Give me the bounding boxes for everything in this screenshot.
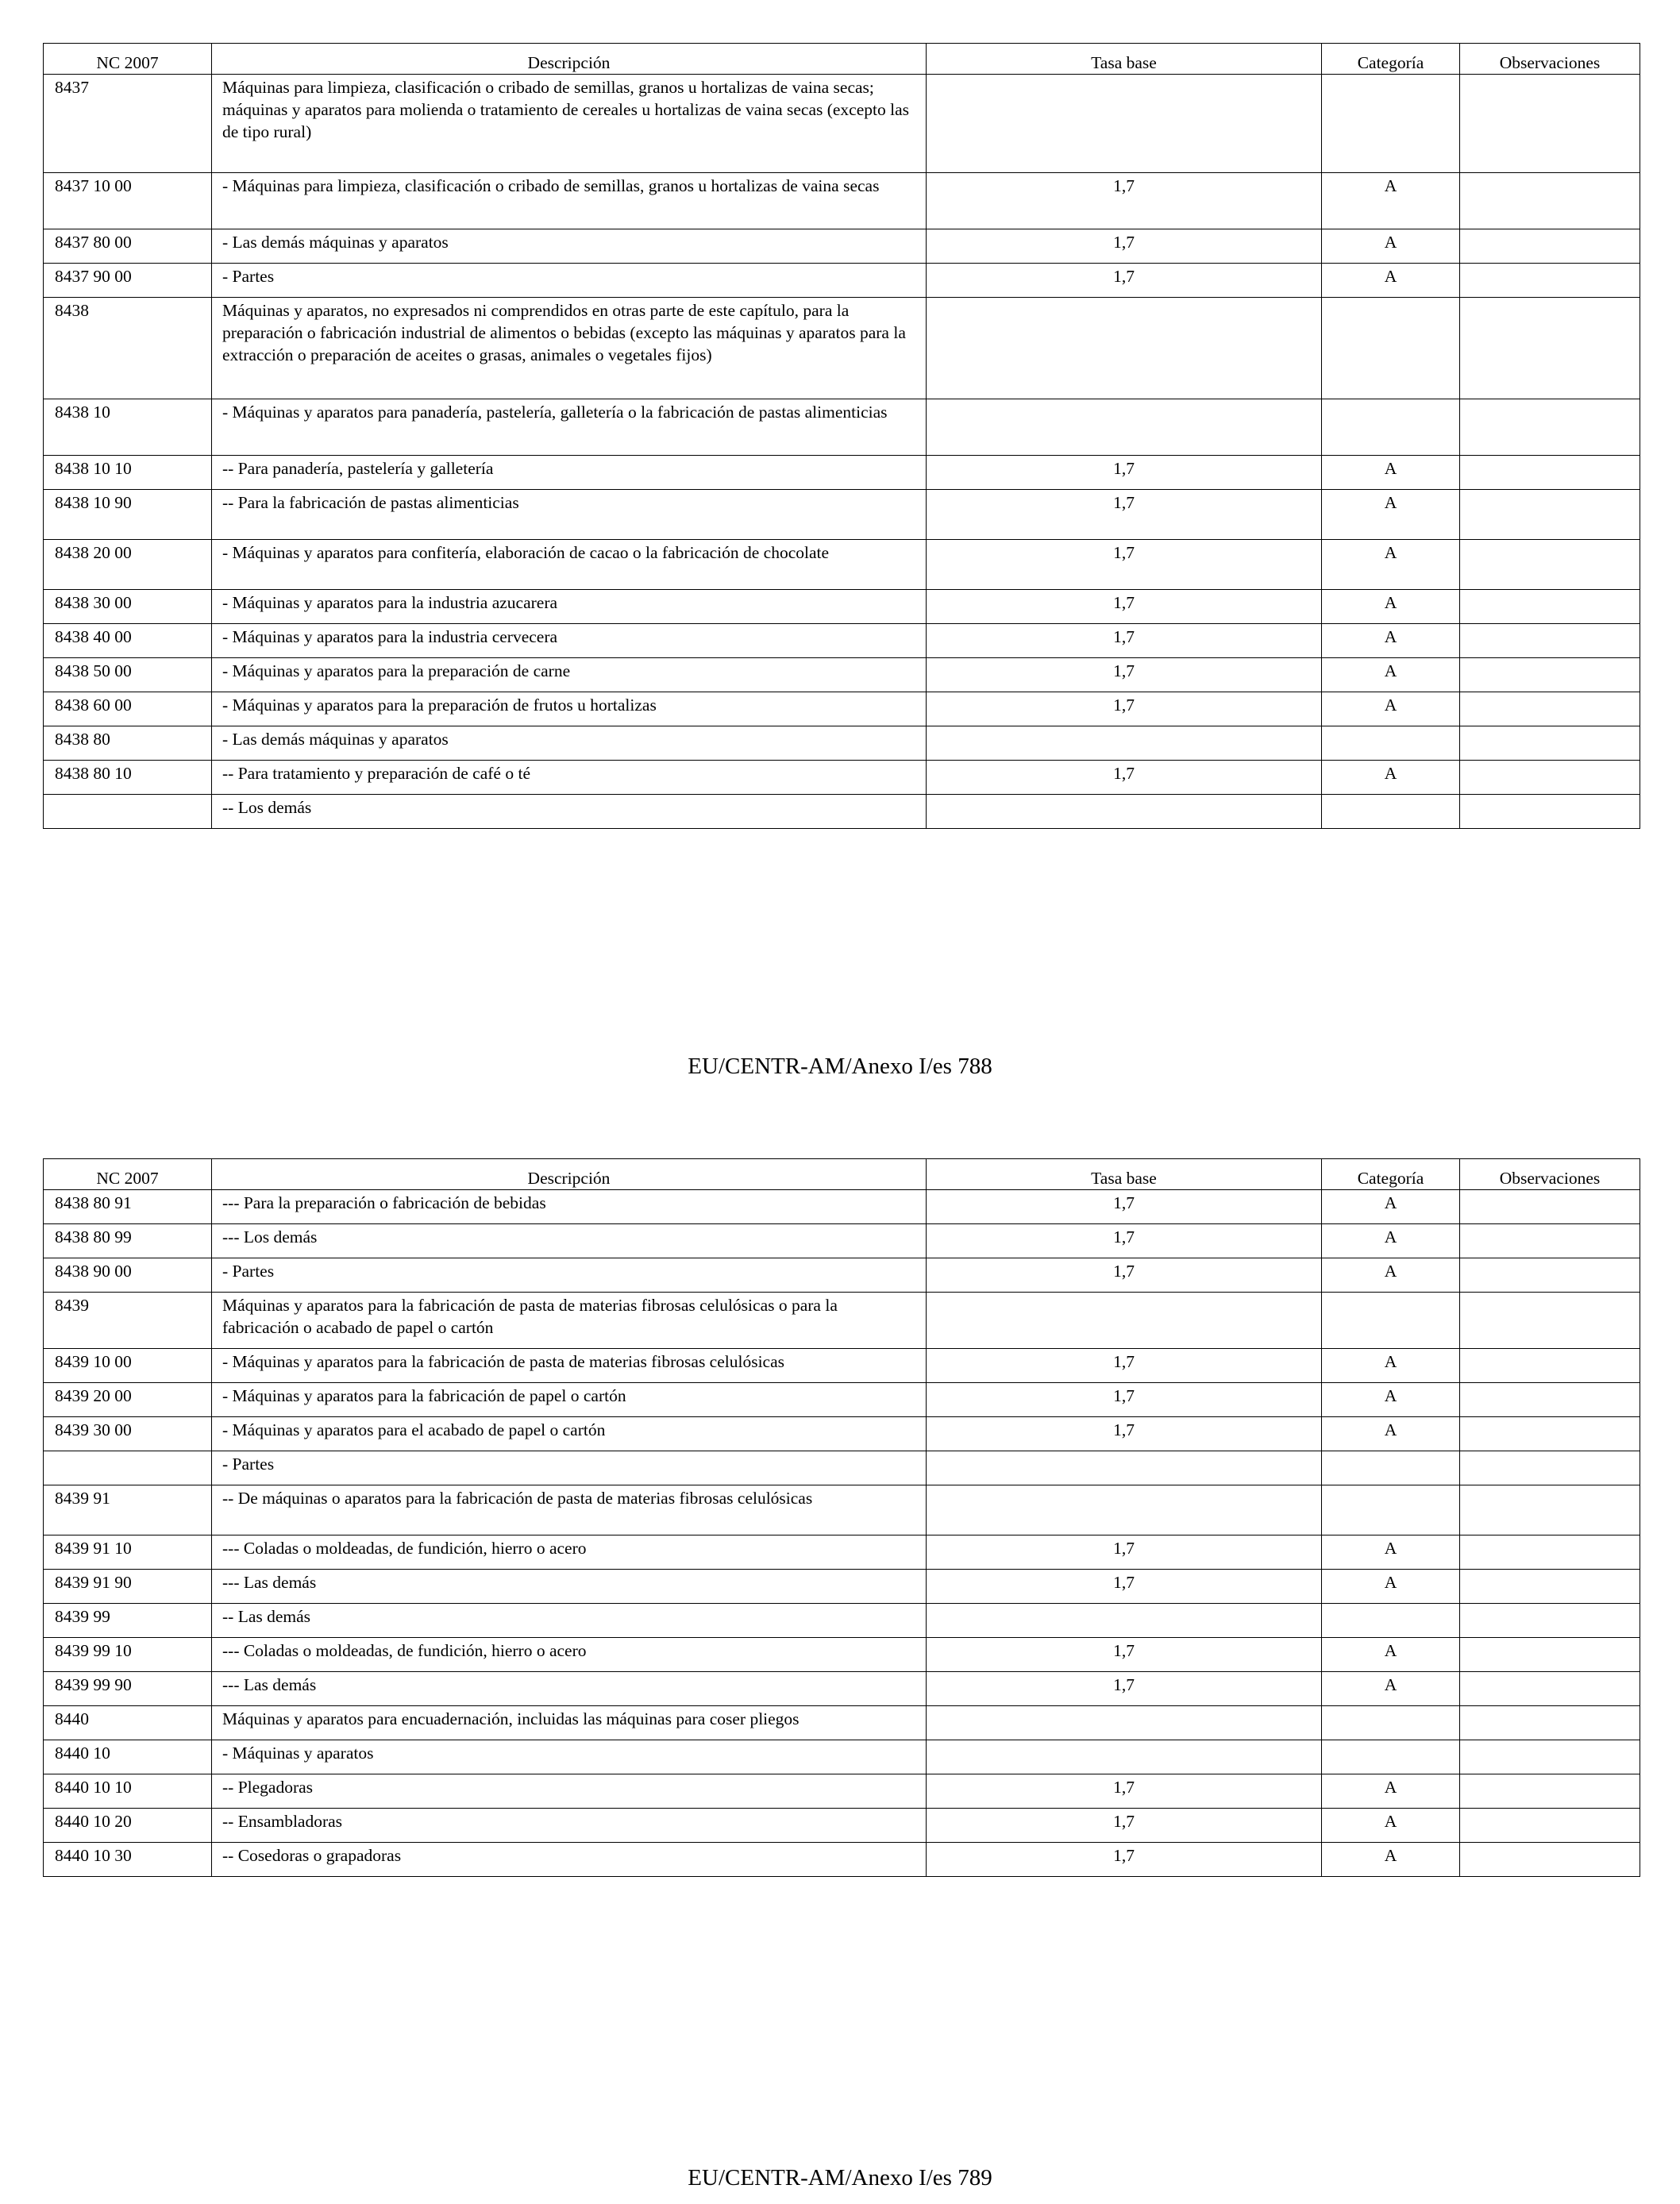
cell-code: 8438 90 00 [44,1258,212,1293]
cell-description: - Máquinas y aparatos para panadería, pastelería, galletería o la fabricación de pastas alimenticias [212,399,927,456]
cell-description: - Máquinas y aparatos para la fabricación de papel o cartón [212,1383,927,1417]
table-row [44,75,1640,173]
cell-rate [927,726,1322,761]
cell-remarks [1460,75,1640,173]
cell-rate: 1,7 [927,456,1322,490]
cell-description: - Partes [212,1451,927,1485]
tariff-table-page-788 [43,43,1640,829]
cell-category: A [1322,1843,1460,1877]
cell-category [1322,1293,1460,1349]
cell-remarks [1460,1570,1640,1604]
cell-remarks [1460,1349,1640,1383]
cell-description: -- Cosedoras o grapadoras [212,1843,927,1877]
cell-rate: 1,7 [927,692,1322,726]
cell-remarks [1460,1417,1640,1451]
cell-code: 8440 10 10 [44,1774,212,1809]
table-row [44,264,1640,298]
cell-category [1322,1740,1460,1774]
cell-category: A [1322,540,1460,590]
cell-code [44,1451,212,1485]
cell-description: -- Para la fabricación de pastas alimenticias [212,490,927,540]
cell-description: --- Coladas o moldeadas, de fundición, hierro o acero [212,1638,927,1672]
table-header-row [44,44,1640,75]
table-row [44,229,1640,264]
cell-rate: 1,7 [927,264,1322,298]
cell-code: 8439 99 10 [44,1638,212,1672]
cell-code: 8437 10 00 [44,173,212,229]
cell-rate: 1,7 [927,590,1322,624]
cell-remarks [1460,1190,1640,1224]
cell-remarks [1460,624,1640,658]
cell-rate [927,399,1322,456]
table-row [44,490,1640,540]
cell-category: A [1322,1535,1460,1570]
cell-description: - Las demás máquinas y aparatos [212,726,927,761]
table-row [44,1293,1640,1349]
cell-code: 8438 80 91 [44,1190,212,1224]
cell-description: - Máquinas y aparatos [212,1740,927,1774]
cell-rate [927,795,1322,829]
cell-description: - Máquinas y aparatos para la preparación de carne [212,658,927,692]
cell-description: -- Plegadoras [212,1774,927,1809]
cell-rate: 1,7 [927,1570,1322,1604]
cell-code: 8439 91 10 [44,1535,212,1570]
cell-description: Máquinas para limpieza, clasificación o cribado de semillas, granos u hortalizas de vaina secas; máquinas y aparatos para molienda o tratamiento de cereales u hortalizas de vaina secas (excepto las de tipo rural) [212,75,927,173]
cell-rate: 1,7 [927,1190,1322,1224]
cell-rate: 1,7 [927,490,1322,540]
cell-rate: 1,7 [927,658,1322,692]
cell-code: 8438 80 [44,726,212,761]
cell-description: -- Ensambladoras [212,1809,927,1843]
cell-remarks [1460,1774,1640,1809]
cell-category: A [1322,692,1460,726]
table-row [44,1740,1640,1774]
table-row [44,1604,1640,1638]
table-row [44,298,1640,399]
table-row [44,1535,1640,1570]
cell-remarks [1460,1293,1640,1349]
cell-description: -- De máquinas o aparatos para la fabricación de pasta de materias fibrosas celulósicas [212,1485,927,1535]
cell-code: 8438 60 00 [44,692,212,726]
cell-remarks [1460,264,1640,298]
cell-description: -- Los demás [212,795,927,829]
table-row [44,1843,1640,1877]
cell-rate: 1,7 [927,1638,1322,1672]
cell-category: A [1322,173,1460,229]
table-row [44,173,1640,229]
cell-description: - Máquinas y aparatos para la fabricación de pasta de materias fibrosas celulósicas [212,1349,927,1383]
cell-remarks [1460,590,1640,624]
cell-remarks [1460,173,1640,229]
cell-description: --- Las demás [212,1672,927,1706]
cell-code: 8438 40 00 [44,624,212,658]
cell-category: A [1322,1224,1460,1258]
cell-rate: 1,7 [927,1809,1322,1843]
cell-remarks [1460,1843,1640,1877]
cell-code: 8440 10 20 [44,1809,212,1843]
cell-category: A [1322,761,1460,795]
cell-rate [927,298,1322,399]
header-category: Categoría [1322,44,1460,75]
cell-description: - Máquinas para limpieza, clasificación o cribado de semillas, granos u hortalizas de vaina secas [212,173,927,229]
cell-code: 8439 20 00 [44,1383,212,1417]
cell-remarks [1460,658,1640,692]
table-row [44,1638,1640,1672]
cell-category: A [1322,1383,1460,1417]
cell-remarks [1460,1638,1640,1672]
table-row [44,590,1640,624]
cell-remarks [1460,795,1640,829]
cell-description: - Máquinas y aparatos para el acabado de papel o cartón [212,1417,927,1451]
cell-category [1322,795,1460,829]
cell-category [1322,298,1460,399]
cell-remarks [1460,1224,1640,1258]
cell-rate [927,1706,1322,1740]
table-row [44,624,1640,658]
cell-code: 8439 91 90 [44,1570,212,1604]
table-row [44,1706,1640,1740]
header-rate: Tasa base [927,1159,1322,1190]
cell-remarks [1460,1451,1640,1485]
cell-code: 8438 10 [44,399,212,456]
table-row [44,1672,1640,1706]
cell-category: A [1322,1258,1460,1293]
page-footer: EU/CENTR-AM/Anexo I/es 789 [688,2165,992,2191]
header-code: NC 2007 [44,44,212,75]
cell-code: 8437 80 00 [44,229,212,264]
cell-remarks [1460,399,1640,456]
cell-category: A [1322,1349,1460,1383]
header-code: NC 2007 [44,1159,212,1190]
cell-rate: 1,7 [927,1224,1322,1258]
table-row [44,692,1640,726]
cell-remarks [1460,1604,1640,1638]
cell-code: 8438 30 00 [44,590,212,624]
cell-rate [927,75,1322,173]
cell-description: - Partes [212,1258,927,1293]
cell-rate [927,1604,1322,1638]
table-row [44,1809,1640,1843]
table-row [44,1485,1640,1535]
cell-category: A [1322,1638,1460,1672]
cell-code: 8437 [44,75,212,173]
cell-remarks [1460,1706,1640,1740]
cell-code: 8439 [44,1293,212,1349]
table-row [44,399,1640,456]
cell-description: Máquinas y aparatos, no expresados ni comprendidos en otras parte de este capítulo, para la preparación o fabricación industrial de alimentos o bebidas (excepto las máquinas y aparatos para la extracción o preparación de aceites o grasas, animales o vegetales fijos) [212,298,927,399]
cell-remarks [1460,1740,1640,1774]
cell-description: - Partes [212,264,927,298]
cell-description: - Máquinas y aparatos para confitería, elaboración de cacao o la fabricación de chocolate [212,540,927,590]
header-remarks: Observaciones [1460,1159,1640,1190]
cell-category: A [1322,1809,1460,1843]
cell-description: Máquinas y aparatos para la fabricación de pasta de materias fibrosas celulósicas o para la fabricación o acabado de papel o cartón [212,1293,927,1349]
cell-rate: 1,7 [927,1417,1322,1451]
table-row [44,1570,1640,1604]
cell-description: - Las demás máquinas y aparatos [212,229,927,264]
cell-category: A [1322,658,1460,692]
cell-rate: 1,7 [927,173,1322,229]
cell-rate: 1,7 [927,1843,1322,1877]
cell-rate: 1,7 [927,1349,1322,1383]
cell-category: A [1322,1774,1460,1809]
cell-remarks [1460,490,1640,540]
table-row [44,795,1640,829]
cell-code: 8438 [44,298,212,399]
header-remarks: Observaciones [1460,44,1640,75]
cell-category: A [1322,229,1460,264]
table-row [44,658,1640,692]
table-row [44,1383,1640,1417]
cell-category [1322,1706,1460,1740]
cell-code: 8440 10 [44,1740,212,1774]
cell-rate [927,1485,1322,1535]
cell-description: --- Las demás [212,1570,927,1604]
cell-remarks [1460,692,1640,726]
table-row [44,1224,1640,1258]
cell-code: 8437 90 00 [44,264,212,298]
cell-code: 8440 [44,1706,212,1740]
cell-category: A [1322,590,1460,624]
cell-rate: 1,7 [927,540,1322,590]
header-category: Categoría [1322,1159,1460,1190]
cell-category [1322,75,1460,173]
table-row [44,726,1640,761]
cell-category [1322,399,1460,456]
cell-code: 8438 10 10 [44,456,212,490]
cell-description: - Máquinas y aparatos para la industria azucarera [212,590,927,624]
cell-remarks [1460,298,1640,399]
tariff-table-page-789 [43,1158,1640,1877]
cell-category: A [1322,1417,1460,1451]
cell-rate: 1,7 [927,761,1322,795]
cell-rate: 1,7 [927,1672,1322,1706]
cell-code: 8439 10 00 [44,1349,212,1383]
cell-description: - Máquinas y aparatos para la industria cervecera [212,624,927,658]
cell-description: --- Los demás [212,1224,927,1258]
cell-rate: 1,7 [927,1383,1322,1417]
cell-remarks [1460,1485,1640,1535]
cell-remarks [1460,540,1640,590]
cell-rate [927,1293,1322,1349]
cell-category [1322,726,1460,761]
cell-remarks [1460,456,1640,490]
cell-code: 8438 10 90 [44,490,212,540]
cell-remarks [1460,726,1640,761]
header-rate: Tasa base [927,44,1322,75]
header-description: Descripción [212,1159,927,1190]
cell-remarks [1460,761,1640,795]
cell-description: -- Para panadería, pastelería y galletería [212,456,927,490]
cell-description: -- Las demás [212,1604,927,1638]
cell-category: A [1322,456,1460,490]
cell-category: A [1322,1672,1460,1706]
cell-rate: 1,7 [927,1774,1322,1809]
cell-code: 8438 80 10 [44,761,212,795]
cell-code: 8439 99 [44,1604,212,1638]
table-row [44,761,1640,795]
cell-description: --- Coladas o moldeadas, de fundición, hierro o acero [212,1535,927,1570]
cell-category: A [1322,1570,1460,1604]
cell-code: 8438 50 00 [44,658,212,692]
cell-description: --- Para la preparación o fabricación de bebidas [212,1190,927,1224]
cell-category: A [1322,1190,1460,1224]
cell-description: - Máquinas y aparatos para la preparación de frutos u hortalizas [212,692,927,726]
cell-remarks [1460,229,1640,264]
cell-code: 8440 10 30 [44,1843,212,1877]
page-footer: EU/CENTR-AM/Anexo I/es 788 [688,1054,992,1079]
table-row [44,1258,1640,1293]
cell-category: A [1322,490,1460,540]
cell-code: 8439 99 90 [44,1672,212,1706]
table-row [44,540,1640,590]
table-row [44,1774,1640,1809]
cell-rate: 1,7 [927,229,1322,264]
cell-category [1322,1451,1460,1485]
table-row [44,1451,1640,1485]
table-row [44,1349,1640,1383]
cell-remarks [1460,1809,1640,1843]
header-description: Descripción [212,44,927,75]
cell-code [44,795,212,829]
cell-code: 8438 80 99 [44,1224,212,1258]
table-row [44,1417,1640,1451]
table-header-row [44,1159,1640,1190]
cell-description: Máquinas y aparatos para encuadernación, incluidas las máquinas para coser pliegos [212,1706,927,1740]
cell-code: 8439 30 00 [44,1417,212,1451]
cell-rate: 1,7 [927,624,1322,658]
cell-remarks [1460,1672,1640,1706]
table-row [44,1190,1640,1224]
cell-category [1322,1604,1460,1638]
cell-code: 8438 20 00 [44,540,212,590]
cell-rate [927,1740,1322,1774]
cell-code: 8439 91 [44,1485,212,1535]
cell-rate: 1,7 [927,1535,1322,1570]
cell-remarks [1460,1258,1640,1293]
cell-rate: 1,7 [927,1258,1322,1293]
cell-category: A [1322,264,1460,298]
cell-category: A [1322,624,1460,658]
cell-remarks [1460,1535,1640,1570]
cell-rate [927,1451,1322,1485]
cell-remarks [1460,1383,1640,1417]
cell-category [1322,1485,1460,1535]
cell-description: -- Para tratamiento y preparación de café o té [212,761,927,795]
table-row [44,456,1640,490]
